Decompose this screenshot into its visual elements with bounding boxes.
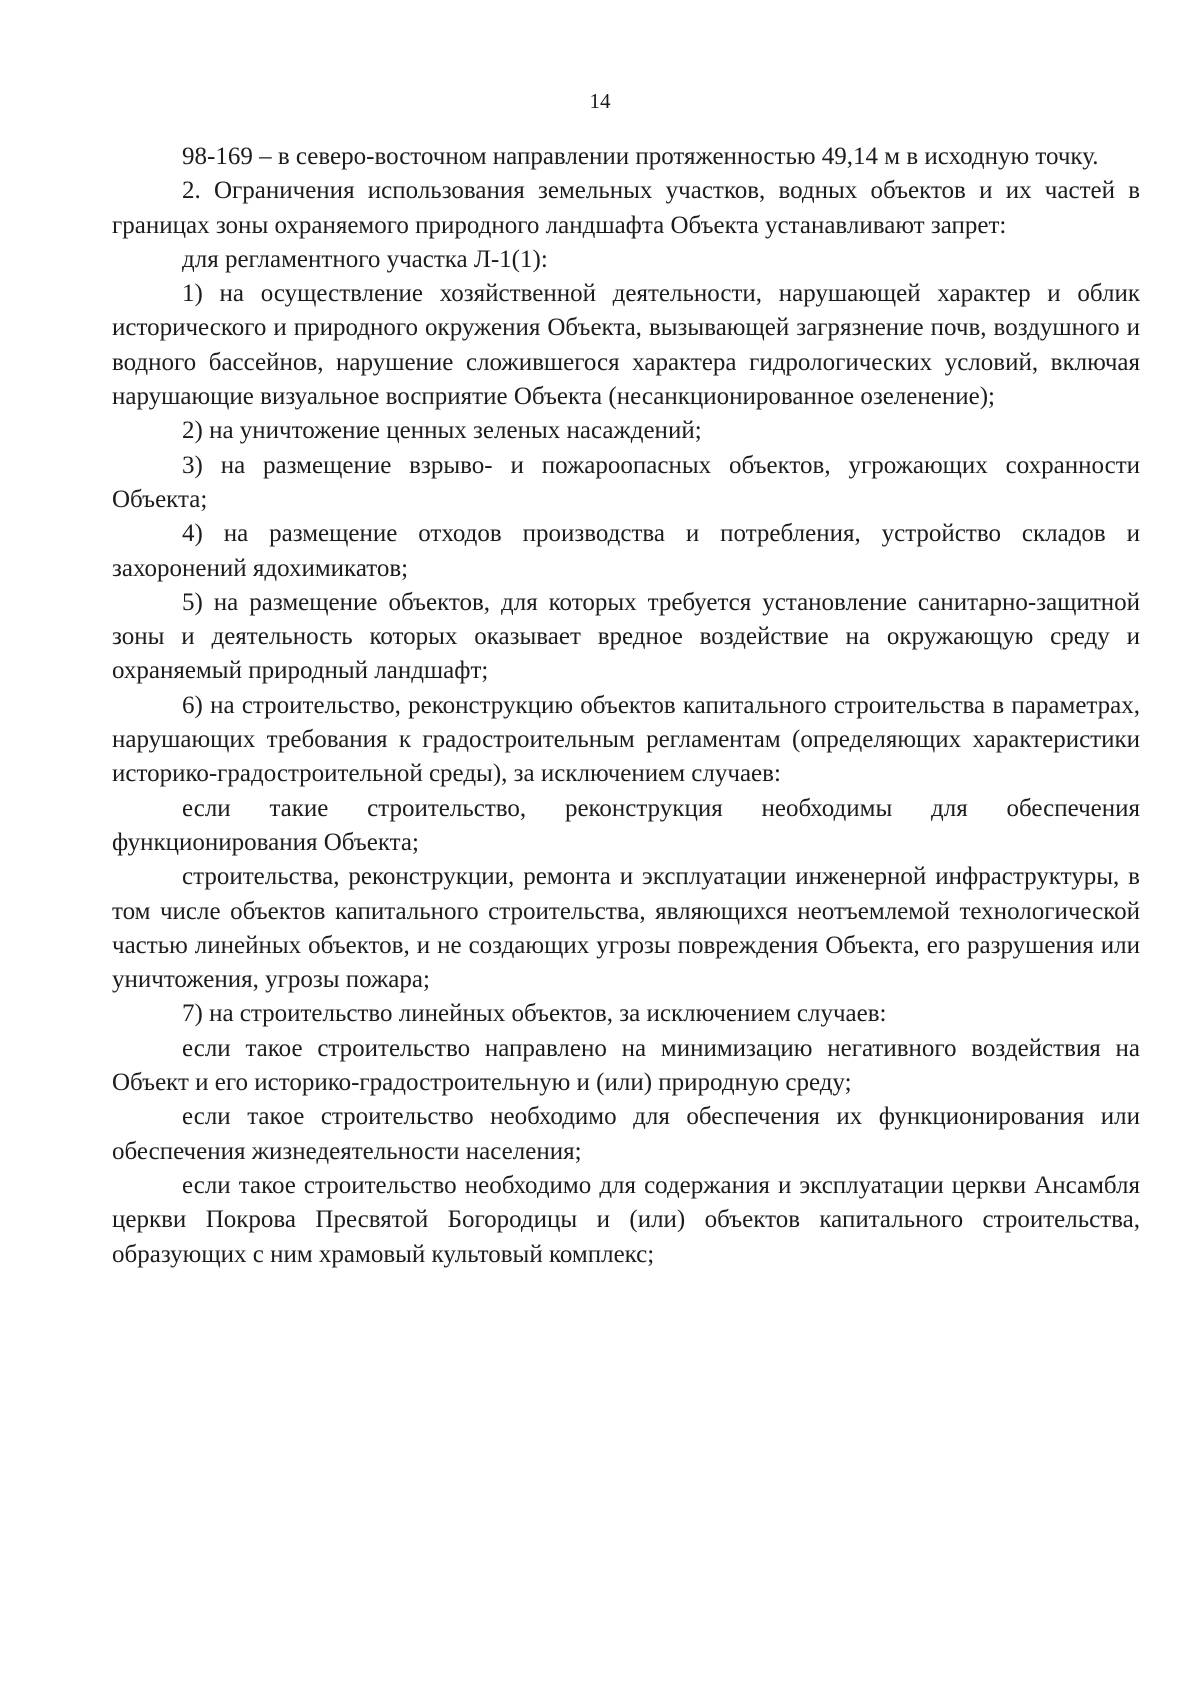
list-item-7-exception-1: если такое строительство направлено на минимизацию негативного воздействия на Объект и его историко-градостроительную и (или) природную среду; — [112, 1034, 1140, 1097]
list-item-1: 1) на осуществление хозяйственной деятельности, нарушающей характер и облик исторического и природного окружения Объекта, вызывающей загрязнение почв, воздушного и водного бассейнов, нарушение сложившегося характера гидрологических условий, включая нарушающие визуальное восприятие Объекта (несанкционированное озеленение); — [112, 280, 1140, 411]
list-item-2: 2) на уничтожение ценных зеленых насаждений; — [182, 417, 702, 445]
list-item-6: 6) на строительство, реконструкцию объектов капитального строительства в параметрах, нарушающих требования к градостроительным регламентам (определяющих характеристики историко-градостроительной среды), за исключением случаев: — [112, 691, 1140, 788]
paragraph-restrictions-intro: 2. Ограничения использования земельных участков, водных объектов и их частей в границах зоны охраняемого природного ландшафта Объекта устанавливают запрет: — [112, 177, 1140, 239]
paragraph-boundary-segment: 98-169 – в северо-восточном направлении протяженностью 49,14 м в исходную точку. — [182, 143, 1099, 170]
list-item-5: 5) на размещение объектов, для которых требуется установление санитарно-защитной зоны и деятельность которых оказывает вредное воздействие на окружающую среду и охраняемый природный ландшафт; — [112, 588, 1140, 685]
paragraph-zone-heading: для регламентного участка Л-1(1): — [182, 245, 548, 273]
list-item-7-exception-2: если такое строительство необходимо для обеспечения их функционирования или обеспечения жизнедеятельности населения; — [112, 1103, 1140, 1165]
list-item-4: 4) на размещение отходов производства и потребления, устройство складов и захоронений ядохимикатов; — [112, 520, 1140, 582]
list-item-7-exception-3: если такое строительство необходимо для содержания и эксплуатации церкви Ансамбля церкви Покрова Пресвятой Богородицы и (или) объектов капитального строительства, образующих с ним храмовый культовый комплекс; — [112, 1171, 1140, 1268]
list-item-7: 7) на строительство линейных объектов, за исключением случаев: — [182, 1000, 887, 1028]
page-number: 14 — [589, 89, 611, 113]
document-body — [112, 140, 1140, 1272]
list-item-6-exception-1: если такие строительство, реконструкция необходимы для обеспечения функционирования Объекта; — [112, 794, 1140, 856]
list-item-6-exception-2: строительства, реконструкции, ремонта и эксплуатации инженерной инфраструктуры, в том числе объектов капитального строительства, являющихся неотъемлемой технологической частью линейных объектов, и не создающих угрозы повреждения Объекта, его разрушения или уничтожения, угрозы пожара; — [112, 863, 1140, 994]
list-item-3: 3) на размещение взрыво- и пожароопасных объектов, угрожающих сохранности Объекта; — [112, 451, 1140, 513]
